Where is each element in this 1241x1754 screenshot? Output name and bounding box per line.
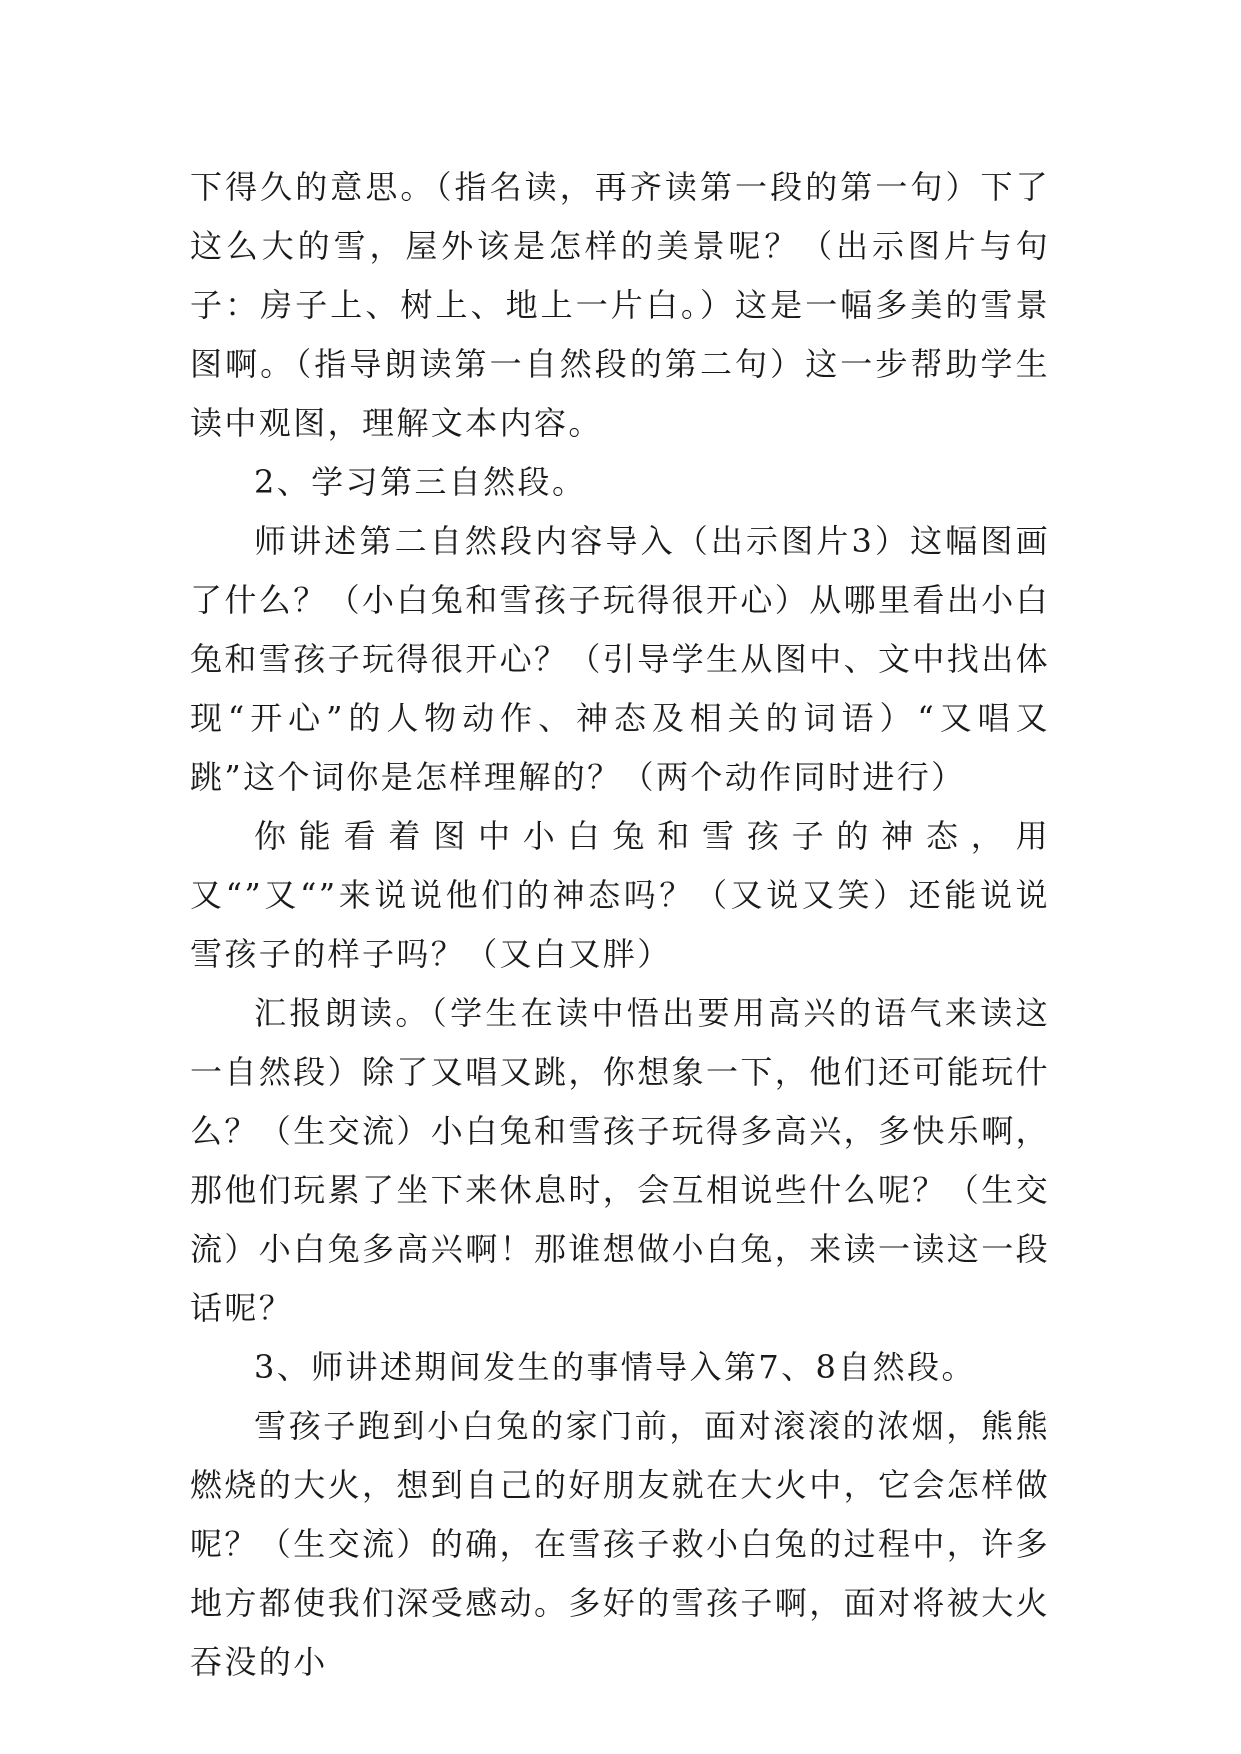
section-heading-2: 2、学习第三自然段。 [254, 463, 587, 501]
paragraph-continuation: 下得久的意思。（指名读，再齐读第一段的第一句）下了这么大的雪，屋外该是怎样的美景呢？（出示图片与句子：房子上、树上、地上一片白。）这是一幅多美的雪景图啊。（指导朗读第一自然段的第二句）这一步帮助学生读中观图，理解文本内容。 [190, 168, 1050, 442]
paragraph-expression-practice: 你能看着图中小白兔和雪孩子的神态，用又“”又“”来说说他们的神态吗？（又说又笑）还能说说雪孩子的样子吗？（又白又胖） [190, 817, 1050, 973]
paragraph-rescue-story: 雪孩子跑到小白兔的家门前，面对滚滚的浓烟，熊熊燃烧的大火，想到自己的好朋友就在大火中，它会怎样做呢？（生交流）的确，在雪孩子救小白兔的过程中，许多地方都使我们深受感动。多好的雪孩子啊，面对将被大火吞没的小 [190, 1407, 1051, 1681]
section-heading-3: 3、师讲述期间发生的事情导入第7、8自然段。 [254, 1348, 976, 1386]
paragraph-picture-3: 师讲述第二自然段内容导入（出示图片3）这幅图画了什么？（小白兔和雪孩子玩得很开心）从哪里看出小白兔和雪孩子玩得很开心？（引导学生从图中、文中找出体现“开心”的人物动作、神态及相关的词语）“又唱又跳”这个词你是怎样理解的？（两个动作同时进行） [190, 522, 1051, 796]
document-body [190, 158, 1050, 1692]
paragraph-report-reading: 汇报朗读。（学生在读中悟出要用高兴的语气来读这一自然段）除了又唱又跳，你想象一下，他们还可能玩什么？（生交流）小白兔和雪孩子玩得多高兴，多快乐啊，那他们玩累了坐下来休息时，会互相说些什么呢？（生交流）小白兔多高兴啊！那谁想做小白兔，来读一读这一段话呢？ [190, 994, 1051, 1327]
